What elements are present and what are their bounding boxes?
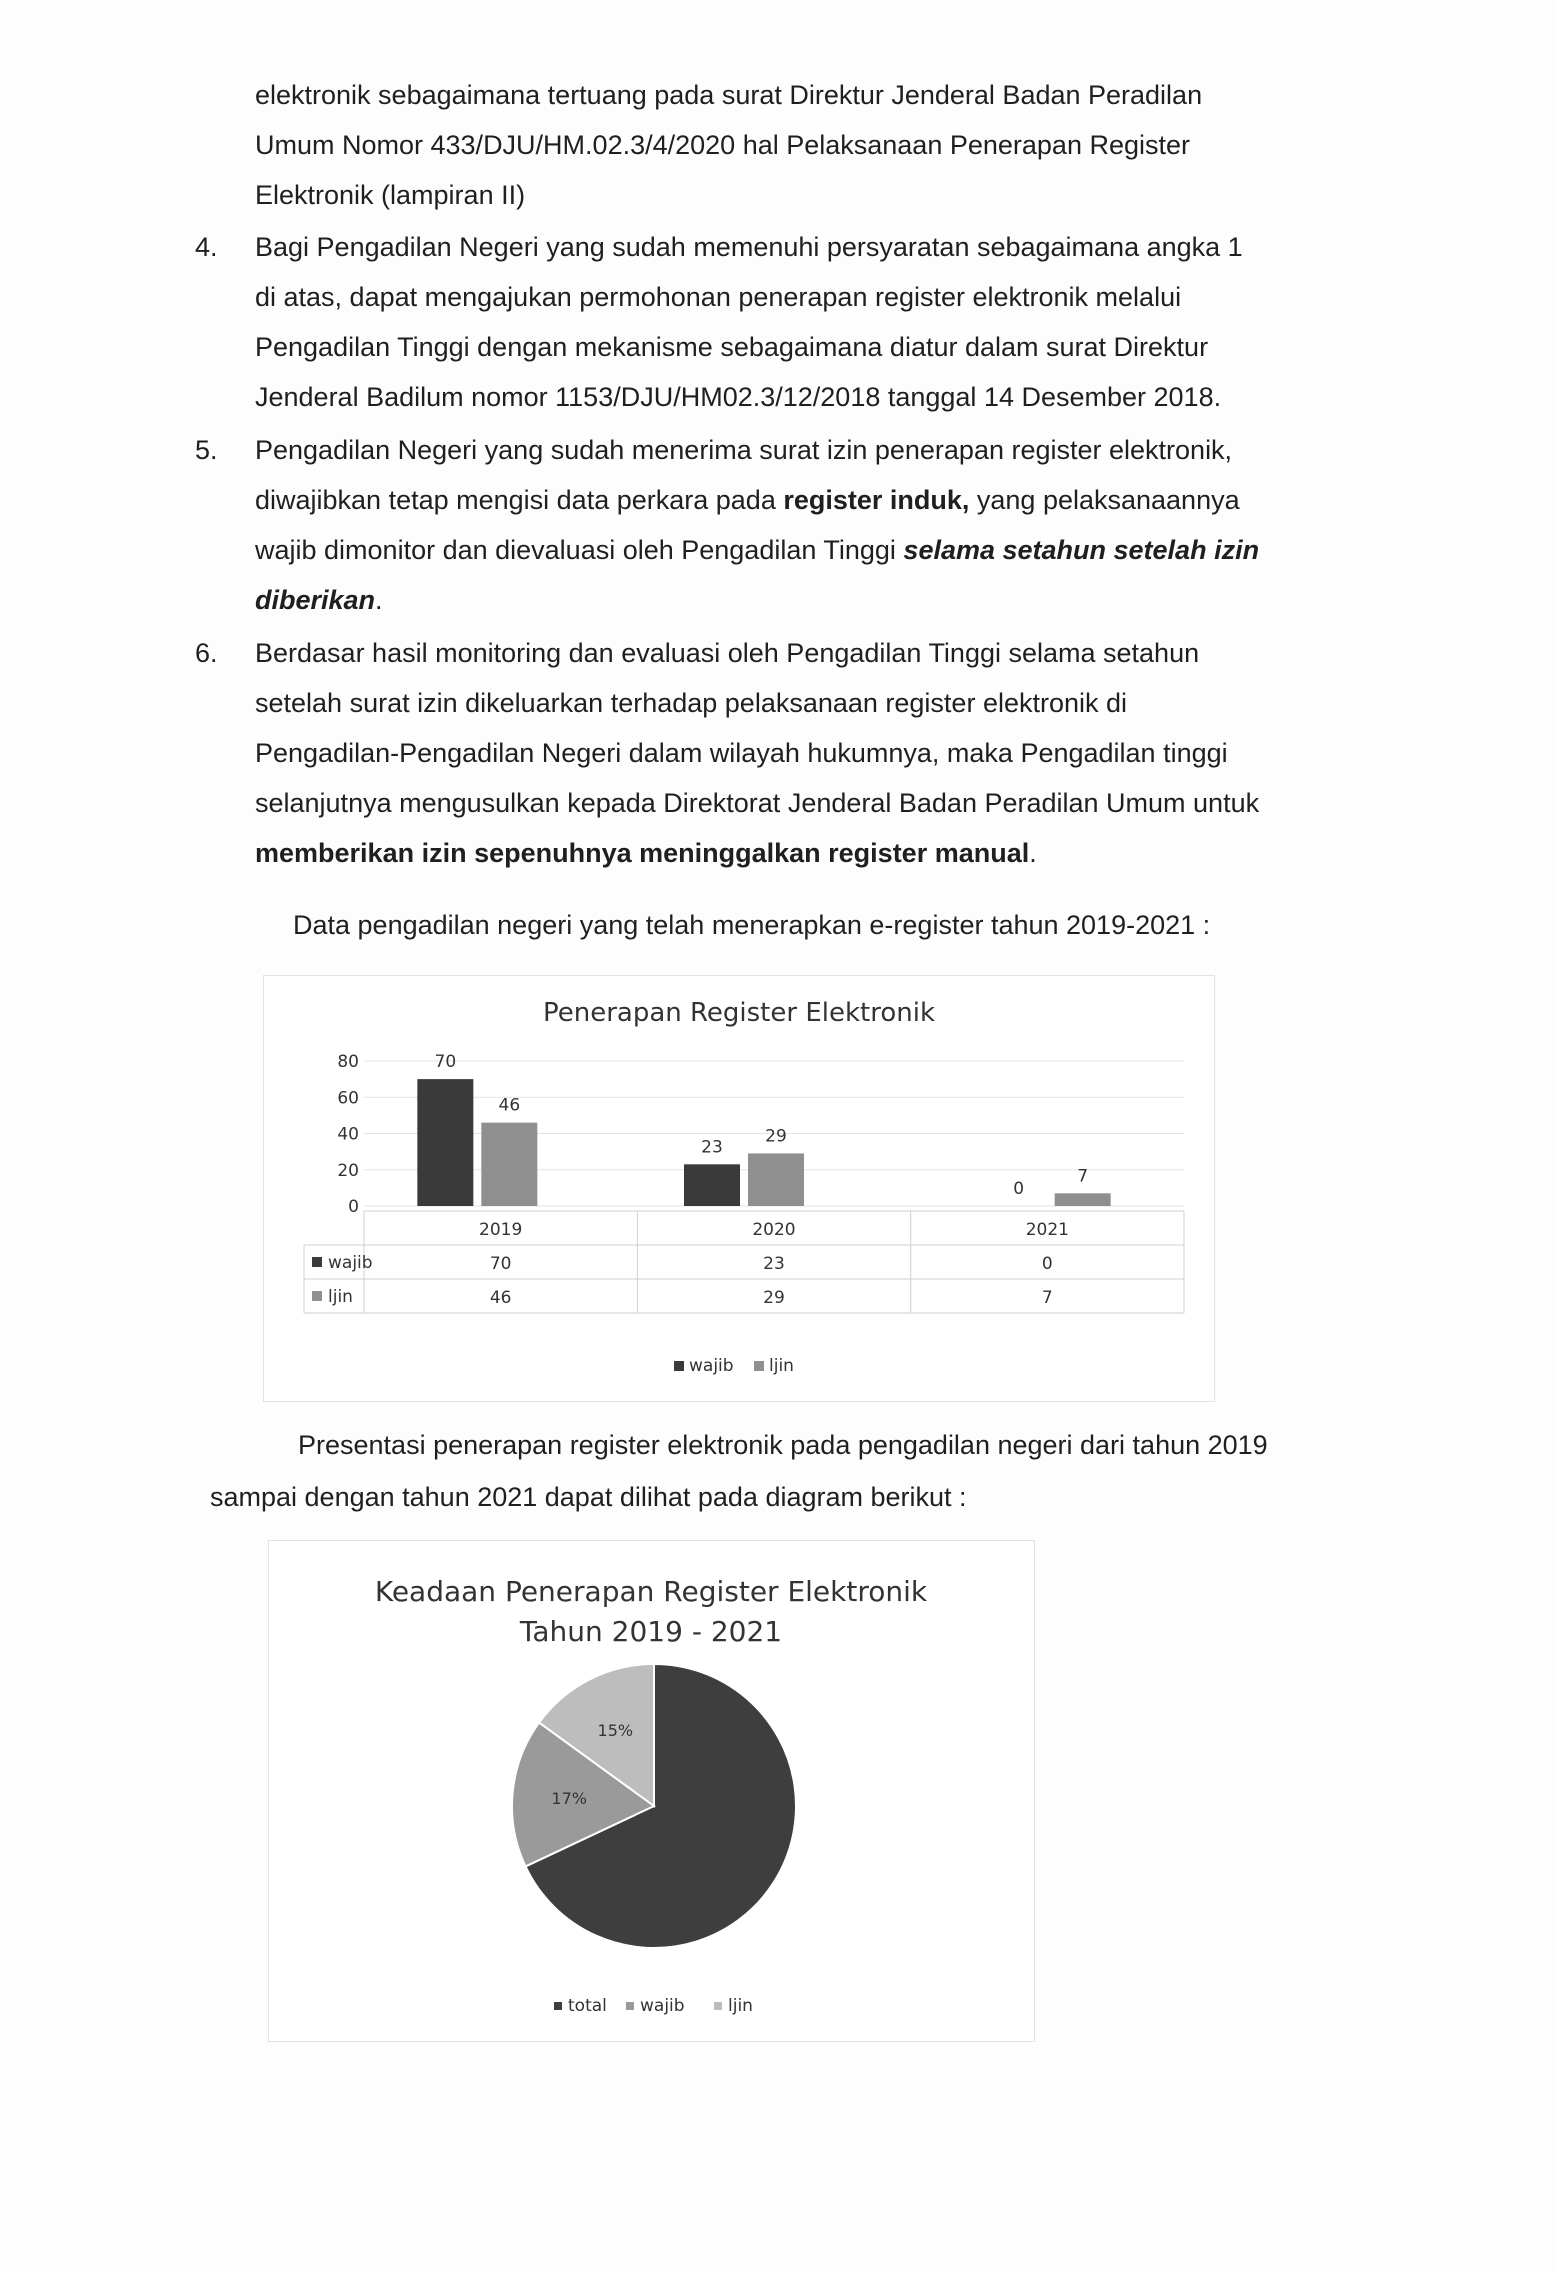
table-cell-wajib-2020: 23 — [763, 1254, 785, 1274]
data-label-ljin-2019: 46 — [498, 1095, 521, 1116]
item5-line2: diwajibkan tetap mengisi data perkara pada register induk, yang pelaksanaannya — [255, 485, 1240, 515]
table-row-label-ljin: ljin — [328, 1287, 353, 1307]
legend-label-wajib: wajib — [689, 1356, 734, 1376]
data-label-wajib-2019: 70 — [434, 1052, 457, 1073]
table-cell-wajib-2019: 70 — [489, 1254, 512, 1274]
izin-sepenuhnya-bold: memberikan izin sepenuhnya meninggalkan register manual — [255, 838, 1030, 868]
table-legend-key-ljin — [312, 1291, 322, 1301]
register-induk-bold: register induk, — [783, 485, 970, 515]
item3-continuation-line2: Umum Nomor 433/DJU/HM.02.3/4/2020 hal Pelaksanaan Penerapan Register — [255, 130, 1190, 160]
pie-chart-container — [268, 1540, 1035, 2042]
pie-label-ljin: 15% — [597, 1721, 634, 1741]
pie-legend-label-total: total — [568, 1996, 607, 2016]
item6-line4: selanjutnya mengusulkan kepada Direktorat Jenderal Badan Peradilan Umum untuk — [255, 788, 1260, 818]
item6-line3: Pengadilan-Pengadilan Negeri dalam wilayah hukumnya, maka Pengadilan tinggi — [255, 738, 1228, 768]
item6-number: 6. — [195, 638, 218, 668]
table-cell-ljin-2020: 29 — [763, 1288, 785, 1308]
bar-chart-intro: Data pengadilan negeri yang telah menerapkan e-register tahun 2019-2021 : — [293, 910, 1211, 940]
table-cell-wajib-2021: 0 — [1041, 1254, 1053, 1274]
data-label-wajib-2020: 23 — [701, 1137, 723, 1158]
item3-continuation-line3: Elektronik (lampiran II) — [255, 180, 526, 210]
item4-number: 4. — [195, 232, 218, 262]
bar-ljin-2021 — [1055, 1193, 1111, 1206]
legend-label-ljin: ljin — [769, 1356, 794, 1376]
table-legend-key-wajib — [312, 1257, 322, 1267]
pie-chart — [269, 1541, 1034, 2041]
item4-line1: Bagi Pengadilan Negeri yang sudah memenuhi persyaratan sebagaimana angka 1 — [255, 232, 1243, 262]
data-label-ljin-2021: 7 — [1077, 1166, 1089, 1187]
pie-legend-key-wajib — [626, 2002, 634, 2010]
pie-legend-key-total — [554, 2002, 562, 2010]
pie-legend-label-ljin: ljin — [728, 1996, 753, 2016]
bar-ljin-2020 — [748, 1153, 804, 1206]
bar-wajib-2020 — [684, 1164, 740, 1206]
item5-line3: wajib dimonitor dan dievaluasi oleh Pengadilan Tinggi selama setahun setelah izin — [255, 535, 1260, 565]
item6-line2: setelah surat izin dikeluarkan terhadap pelaksanaan register elektronik di — [255, 688, 1128, 718]
bar-chart — [264, 976, 1214, 1401]
pie-chart-title-line2: Tahun 2019 - 2021 — [519, 1615, 783, 1648]
y-tick-20: 20 — [337, 1160, 359, 1181]
table-cell-ljin-2019: 46 — [489, 1288, 512, 1308]
bar-ljin-2019 — [481, 1123, 537, 1206]
table-row-label-wajib: wajib — [328, 1253, 373, 1273]
table-cell-ljin-2021: 7 — [1041, 1288, 1053, 1308]
item6-line1: Berdasar hasil monitoring dan evaluasi oleh Pengadilan Tinggi selama setahun — [255, 638, 1200, 668]
y-tick-40: 40 — [337, 1124, 359, 1145]
bar-wajib-2019 — [417, 1079, 473, 1206]
item5-line4: diberikan. — [255, 585, 383, 615]
bar-chart-title: Penerapan Register Elektronik — [542, 998, 936, 1028]
item4-line3: Pengadilan Tinggi dengan mekanisme sebagaimana diatur dalam surat Direktur — [255, 332, 1209, 362]
x-tick-2020: 2020 — [752, 1220, 796, 1240]
item4-line4: Jenderal Badilum nomor 1153/DJU/HM02.3/12/2018 tanggal 14 Desember 2018. — [255, 382, 1222, 412]
pie-label-wajib: 17% — [551, 1788, 587, 1808]
data-label-wajib-2021: 0 — [1013, 1179, 1025, 1199]
pie-legend-key-ljin — [714, 2002, 722, 2010]
item6-line5: memberikan izin sepenuhnya meninggalkan register manual. — [255, 838, 1037, 868]
legend-key-ljin — [754, 1361, 764, 1371]
pie-chart-intro-line2: sampai dengan tahun 2021 dapat dilihat pada diagram berikut : — [210, 1482, 967, 1512]
x-tick-2021: 2021 — [1025, 1220, 1069, 1240]
bar-chart-container — [263, 975, 1215, 1402]
item4-line2: di atas, dapat mengajukan permohonan penerapan register elektronik melalui — [255, 282, 1182, 312]
pie-legend-label-wajib: wajib — [640, 1996, 685, 2016]
y-tick-60: 60 — [337, 1088, 359, 1109]
legend-key-wajib — [674, 1361, 684, 1371]
item5-line1: Pengadilan Negeri yang sudah menerima surat izin penerapan register elektronik, — [255, 435, 1233, 465]
pie-chart-title-line1: Keadaan Penerapan Register Elektronik — [374, 1575, 928, 1608]
y-tick-80: 80 — [337, 1052, 359, 1072]
x-tick-2019: 2019 — [479, 1220, 523, 1240]
pie-chart-intro-line1: Presentasi penerapan register elektronik pada pengadilan negeri dari tahun 2019 — [298, 1430, 1268, 1460]
selama-setahun-emphasis: selama setahun setelah izin — [903, 535, 1260, 565]
y-tick-0: 0 — [348, 1197, 359, 1217]
item3-continuation-line1: elektronik sebagaimana tertuang pada surat Direktur Jenderal Badan Peradilan — [255, 80, 1203, 110]
data-label-ljin-2020: 29 — [765, 1126, 787, 1147]
item5-number: 5. — [195, 435, 218, 465]
